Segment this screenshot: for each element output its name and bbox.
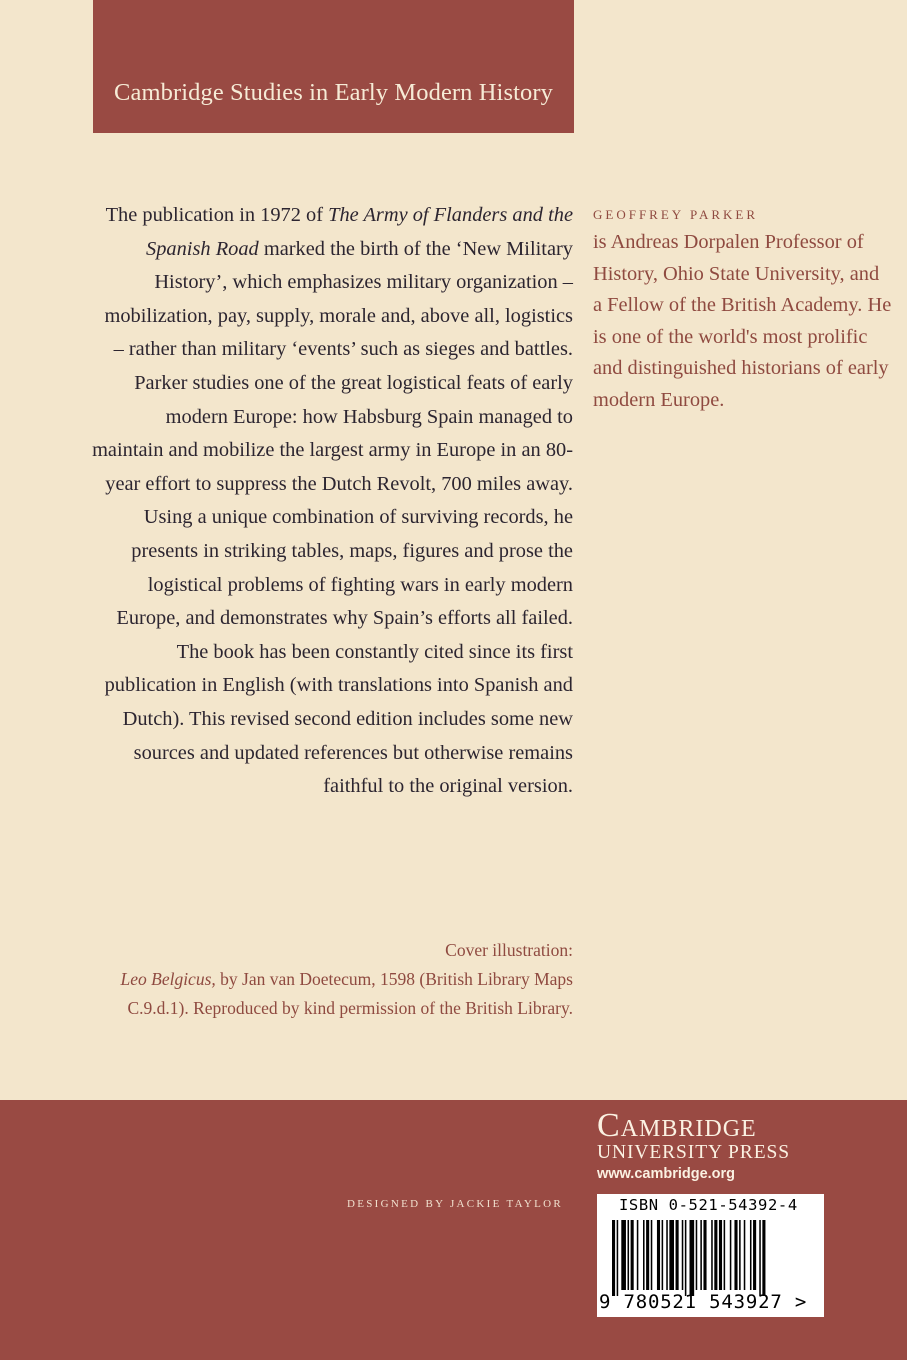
cover-credit bbox=[80, 936, 573, 1023]
barcode-stripe bbox=[739, 1220, 741, 1290]
author-bio bbox=[593, 203, 893, 416]
book-title: The Army of Flanders and the Spanish Road bbox=[146, 204, 573, 260]
barcode-stripe bbox=[750, 1220, 752, 1290]
isbn-number: ISBN 0-521-54392-4 bbox=[619, 1196, 798, 1214]
footer-band bbox=[0, 1100, 907, 1360]
ean-number: 9 780521 543927 > bbox=[599, 1291, 808, 1313]
cover-credit-details: by Jan van Doetecum, 1598 (British Library Maps C.9.d.1). Reproduced by kind permission of the British Library. bbox=[127, 969, 573, 1018]
barcode-stripe bbox=[628, 1220, 630, 1290]
cover-credit-text bbox=[80, 965, 573, 1023]
book-description bbox=[90, 199, 573, 804]
barcode-stripe bbox=[730, 1220, 732, 1290]
barcode-stripe bbox=[685, 1220, 687, 1296]
barcode-stripe bbox=[719, 1220, 722, 1290]
barcode-stripe bbox=[621, 1220, 626, 1290]
barcode-stripe bbox=[617, 1220, 619, 1296]
barcode-stripe bbox=[724, 1220, 726, 1290]
barcode-stripe bbox=[744, 1220, 746, 1290]
barcode-stripe bbox=[666, 1220, 668, 1290]
barcode-stripe bbox=[662, 1220, 664, 1290]
description-lead: The publication in 1972 of bbox=[105, 204, 329, 226]
publisher-url: www.cambridge.org bbox=[597, 1166, 736, 1182]
barcode-stripe bbox=[762, 1220, 765, 1296]
barcode-stripe bbox=[711, 1220, 713, 1290]
barcode-stripe bbox=[643, 1220, 645, 1290]
barcode-stripe bbox=[759, 1220, 761, 1296]
barcode-stripe bbox=[637, 1220, 639, 1290]
barcode-stripe bbox=[696, 1220, 698, 1290]
author-bio-text: is Andreas Dorpalen Professor of History, Ohio State University, and a Fellow of the British Academy. He is one of the world's most prolific and distinguished historians of early modern Europe. bbox=[593, 231, 892, 411]
barcode-stripe bbox=[700, 1220, 702, 1290]
publisher-name: Cambridge bbox=[597, 1107, 757, 1144]
barcode-stripe bbox=[682, 1220, 684, 1290]
cover-work-title: Leo Belgicus, bbox=[120, 969, 216, 989]
series-title: Cambridge Studies in Early Modern History bbox=[114, 79, 553, 106]
barcode-stripe bbox=[631, 1220, 634, 1290]
barcode-stripe bbox=[612, 1220, 615, 1296]
barcode-stripe bbox=[690, 1220, 695, 1296]
barcode-stripe bbox=[703, 1220, 706, 1290]
designer-credit: DESIGNED BY JACKIE TAYLOR bbox=[347, 1198, 564, 1210]
publisher-subtitle: UNIVERSITY PRESS bbox=[597, 1142, 790, 1163]
publisher-logo bbox=[597, 1108, 837, 1184]
barcode-stripe bbox=[734, 1220, 737, 1290]
isbn-barcode bbox=[597, 1194, 824, 1317]
barcode-stripe bbox=[651, 1220, 653, 1290]
barcode-stripe bbox=[646, 1220, 649, 1290]
barcode-stripe bbox=[676, 1220, 679, 1290]
barcode-stripe bbox=[714, 1220, 717, 1290]
barcode-stripe bbox=[753, 1220, 756, 1290]
barcode-stripe bbox=[669, 1220, 674, 1290]
description-body: marked the birth of the ‘New Military History’, which emphasizes military organization – mobilization, pay, supply, morale and, above all, logistics – rather than military ‘events’ such as sieges and battles. Parker studies one of the great logistical feats of early modern Europe: how Habsburg Spain managed to maintain and mobilize the largest army in Europe in an 80-year effort to suppress the Dutch Revolt, 700 miles away. Using a unique combination of surviving records, he presents in striking tables, maps, figures and prose the logistical problems of fighting wars in early modern Europe, and demonstrates why Spain’s efforts all failed. bbox=[92, 237, 573, 630]
description-paragraph-1 bbox=[90, 199, 573, 636]
author-name: GEOFFREY PARKER bbox=[593, 207, 759, 222]
cover-credit-label: Cover illustration: bbox=[445, 940, 573, 960]
description-paragraph-2: The book has been constantly cited since its first publication in English (with translations into Spanish and Dutch). This revised second edition includes some new sources and updated references but otherwise remains faithful to the original version. bbox=[104, 640, 573, 798]
series-banner bbox=[93, 0, 574, 133]
barcode-stripe bbox=[657, 1220, 660, 1290]
